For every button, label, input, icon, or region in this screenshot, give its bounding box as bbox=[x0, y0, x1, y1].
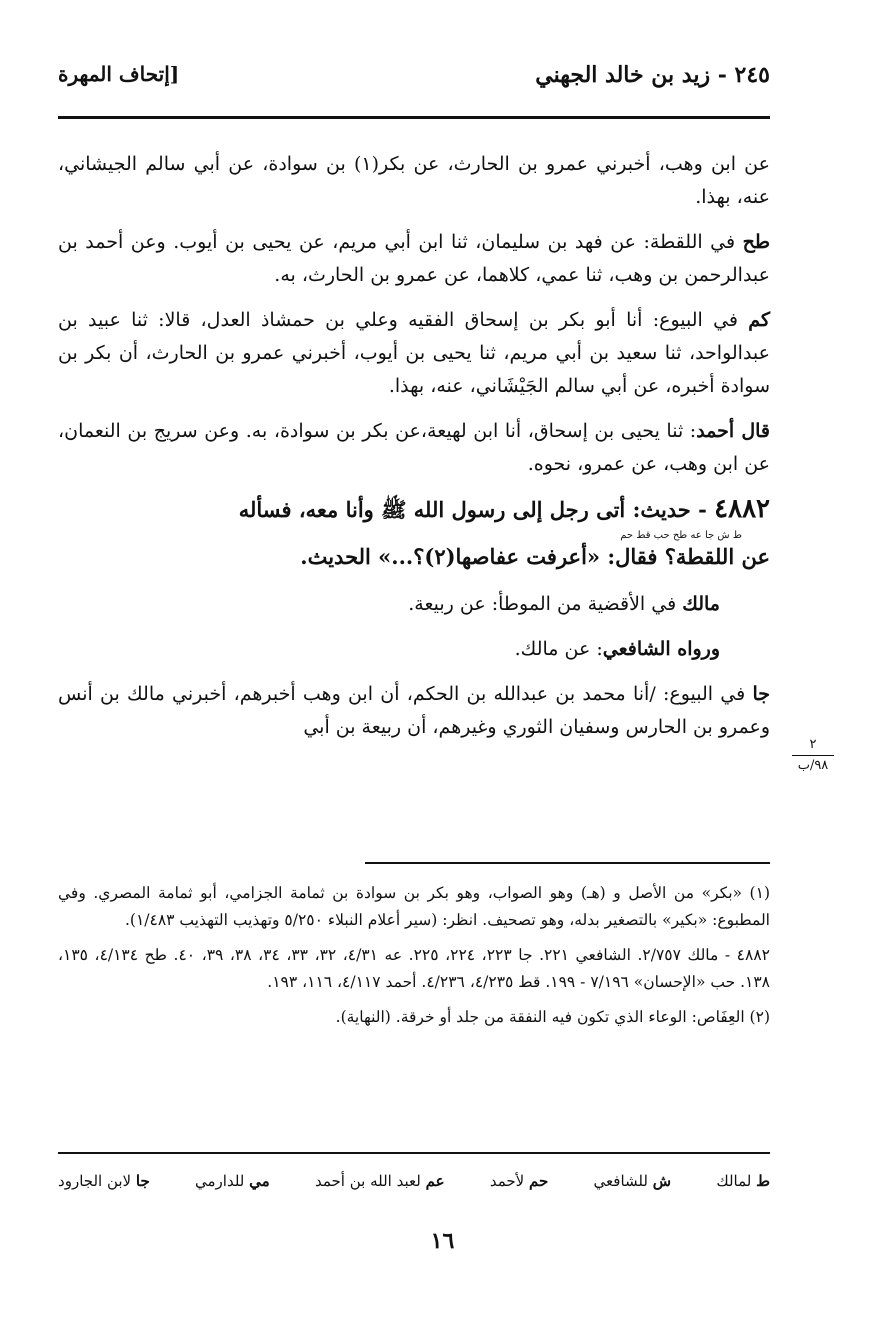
page-number: ١٦ bbox=[430, 1228, 455, 1254]
hadith-text: - حديث: أتى رجل إلى رسول الله ﷺ وأنا معه، فسأله bbox=[238, 497, 707, 522]
paragraph-text: : عن مالك. bbox=[514, 638, 603, 660]
paragraph-text: : ثنا يحيى بن إسحاق، أنا ابن لهيعة،عن بكر بن سوادة، به. وعن سريج بن النعمان، عن ابن وهب، عن عمرو، نحوه. bbox=[58, 420, 770, 475]
margin-note-folio: ٩٨/ب bbox=[797, 758, 829, 773]
hadith-number: ٤٨٨٢ bbox=[714, 494, 770, 524]
paragraph bbox=[58, 226, 770, 292]
paragraph-lead: مالك bbox=[682, 593, 720, 615]
hadith-heading bbox=[58, 493, 770, 526]
symbol-label: للدارمي bbox=[195, 1172, 245, 1190]
symbol-entry bbox=[716, 1172, 770, 1190]
footnote: (٢) العِفَاص: الوعاء الذي تكون فيه النفقة من جلد أو خرقة. (النهاية). bbox=[335, 1008, 770, 1026]
symbol-entry bbox=[594, 1172, 672, 1190]
footnote: (١) «بكر» من الأصل و (هـ) وهو الصواب، وهو بكر بن سوادة بن ثمامة الجزامي، أبو ثمامة المصري. وفي المطبوع: «بكير» بالتصغير بدله، وهو تصحيف. انظر: (سير أعلام النبلاء ٥/٢٥٠ وتهذيب التهذيب ١/٤٨٣). bbox=[58, 884, 770, 929]
symbol-label: لعبد الله بن أحمد bbox=[314, 1172, 421, 1190]
paragraph-text: عن ابن وهب، أخبرني عمرو بن الحارث، عن بكر(١) بن سوادة، عن أبي سالم الجيشاني، عنه، بهذا. bbox=[58, 153, 770, 208]
book-title: [إتحاف المهرة bbox=[58, 62, 180, 86]
paragraph bbox=[58, 415, 770, 481]
paragraph-text: في اللقطة: عن فهد بن سليمان، ثنا ابن أبي مريم، عن يحيى بن أيوب. وعن أحمد بن عبدالرحمن بن وهب، ثنا عمي، كلاهما، عن عمرو بن الحارث، به. bbox=[58, 231, 770, 286]
paragraph bbox=[58, 633, 770, 666]
paragraph bbox=[58, 588, 770, 621]
paragraph-lead: طح bbox=[742, 231, 770, 253]
header-rule bbox=[58, 116, 770, 119]
symbol-label: لمالك bbox=[716, 1172, 752, 1190]
source-codes: ط ش جا عه طح حب قط حم bbox=[620, 530, 742, 541]
footnote: ٤٨٨٢ - مالك ٢/٧٥٧. الشافعي ٢٢١. جا ٢٢٣، ٢٢٤، ٢٢٥. عه ٤/٣١، ٣٢، ٣٣، ٣٤، ٣٨، ٣٩، ٤٠. طح ٤/١٣٤، ١٣٥، ١٣٨. حب «الإحسان» ٧/١٩٦ - ١٩٩. قط ٤/٢٣٥، ٤/٢٣٦. أحمد ٤/١١٧، ١١٦، ١٩٣. bbox=[58, 946, 770, 991]
main-text bbox=[58, 148, 770, 756]
footnotes bbox=[58, 880, 770, 1039]
chapter-title: ٢٤٥ - زيد بن خالد الجهني bbox=[535, 62, 770, 88]
margin-note bbox=[788, 737, 838, 774]
paragraph-text: في الأقضية من الموطأ: عن ربيعة. bbox=[408, 593, 677, 615]
symbol-code: ط bbox=[756, 1172, 770, 1190]
symbol-code: مي bbox=[249, 1172, 270, 1190]
page-header bbox=[58, 62, 770, 98]
paragraph bbox=[58, 678, 770, 744]
symbol-label: للشافعي bbox=[593, 1172, 648, 1190]
symbol-code: جا bbox=[135, 1172, 150, 1190]
paragraph bbox=[58, 304, 770, 403]
symbol-code: ش bbox=[652, 1172, 672, 1190]
symbols-rule bbox=[58, 1152, 770, 1154]
margin-note-divider bbox=[792, 755, 834, 756]
paragraph-text: في البيوع: /أنا محمد بن عبدالله بن الحكم، أن ابن وهب أخبرهم، أخبرني مالك بن أنس وعمرو بن الحارس وسفيان الثوري وغيرهم، أن ربيعة بن أبي bbox=[58, 683, 770, 738]
margin-note-volume: ٢ bbox=[809, 737, 817, 752]
symbol-code: حم bbox=[528, 1172, 549, 1190]
paragraph-text: في البيوع: أنا أبو بكر بن إسحاق الفقيه وعلي بن حمشاذ العدل، قالا: ثنا عبيد بن عبدالواحد، ثنا سعيد بن أبي مريم، ثنا يحيى بن أيوب، أخبرني عمرو بن الحارث، أن بكر بن سوادة أخبره، عن أبي سالم الجَيْشَاني، عنه، بهذا. bbox=[58, 309, 770, 397]
paragraph bbox=[58, 148, 770, 214]
paragraph-lead: جا bbox=[752, 683, 771, 705]
symbol-entry bbox=[315, 1172, 445, 1190]
symbol-entry bbox=[58, 1172, 150, 1190]
paragraph-lead: قال أحمد bbox=[696, 420, 770, 442]
symbol-label: لابن الجارود bbox=[58, 1172, 132, 1190]
paragraph-lead: ورواه الشافعي bbox=[602, 638, 720, 660]
symbol-code: عم bbox=[425, 1172, 445, 1190]
paragraph-lead: كم bbox=[748, 309, 770, 331]
footnote-rule bbox=[365, 862, 770, 864]
symbols-key bbox=[58, 1172, 770, 1190]
symbol-entry bbox=[490, 1172, 548, 1190]
hadith-text-continued: عن اللقطة؟ فقال: «أعرفت عفاصها(٢)؟...» الحديث. bbox=[300, 544, 770, 569]
symbol-entry bbox=[195, 1172, 270, 1190]
symbol-label: لأحمد bbox=[489, 1172, 525, 1190]
